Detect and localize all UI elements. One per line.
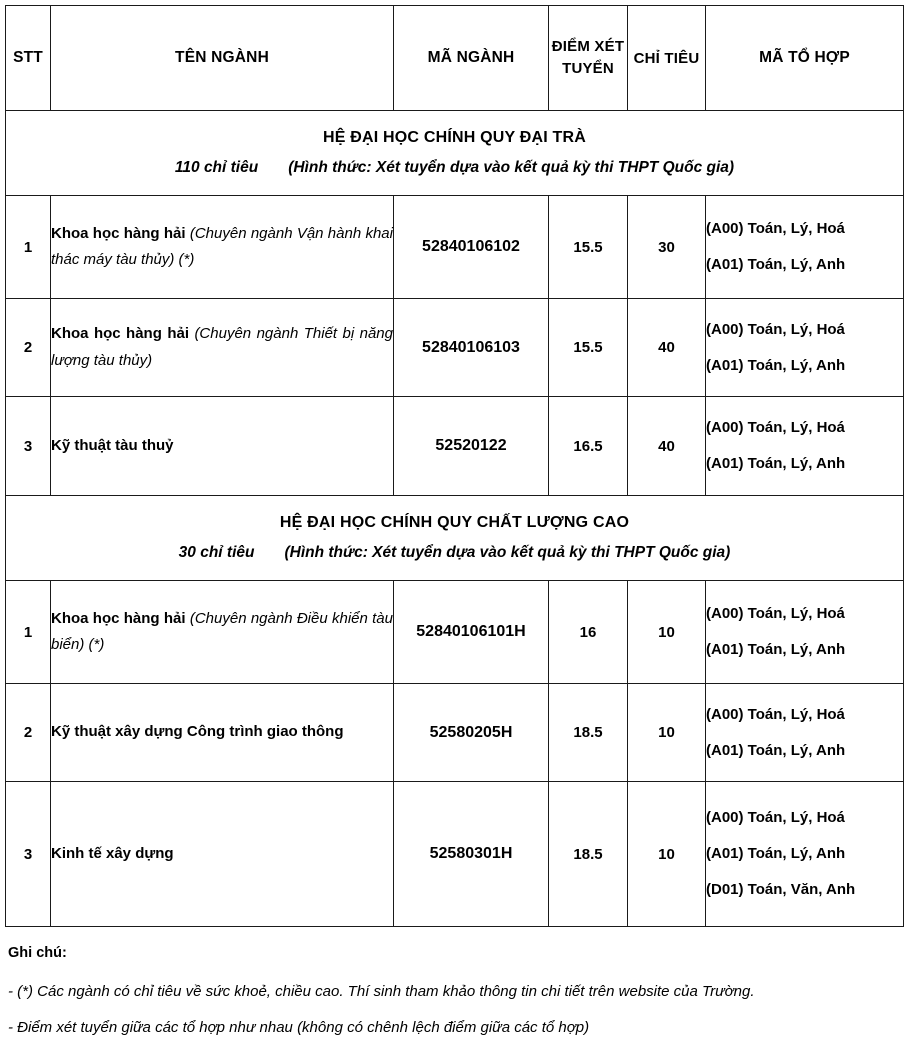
row-score: 16: [549, 581, 628, 684]
row-combinations: [706, 684, 904, 782]
column-header-major-code: MÃ NGÀNH: [394, 6, 549, 111]
combination-item: (A00) Toán, Lý, Hoá: [706, 419, 845, 436]
combination-item: (A00) Toán, Lý, Hoá: [706, 809, 845, 826]
column-header-stt: STT: [6, 6, 51, 111]
section-banner-chat-luong-cao: [6, 496, 904, 581]
column-header-major-name: TÊN NGÀNH: [51, 6, 394, 111]
combination-item: (A01) Toán, Lý, Anh: [706, 845, 846, 862]
row-quota: 10: [628, 581, 706, 684]
notes-title: Ghi chú:: [8, 945, 67, 961]
section-method: (Hình thức: Xét tuyển dựa vào kết quả kỳ thi THPT Quốc gia): [288, 159, 735, 176]
combination-item: (D01) Toán, Văn, Anh: [706, 881, 856, 898]
admissions-table: [5, 5, 904, 927]
column-header-score: ĐIỂM XÉT TUYỂN: [549, 6, 628, 111]
row-quota: 10: [628, 684, 706, 782]
row-major-name: [51, 299, 394, 397]
table-row: [6, 581, 904, 684]
section-banner-dai-tra: [6, 111, 904, 196]
column-header-quota: CHỈ TIÊU: [628, 6, 706, 111]
row-major-code: 52520122: [394, 397, 549, 496]
major-specialization: (Chuyên ngành Thiết bị năng lượng tàu thủy): [51, 325, 393, 369]
combination-item: (A01) Toán, Lý, Anh: [706, 256, 846, 273]
row-quota: 40: [628, 397, 706, 496]
major-title: Kỹ thuật tàu thuỷ: [51, 436, 174, 454]
note-item: - (*) Các ngành có chỉ tiêu về sức khoẻ, chiều cao. Thí sinh tham khảo thông tin chi tiết trên website của Trường.: [8, 983, 755, 1000]
combination-item: (A00) Toán, Lý, Hoá: [706, 605, 845, 622]
combination-item: (A01) Toán, Lý, Anh: [706, 455, 846, 472]
row-stt: 2: [6, 299, 51, 397]
row-major-name: [51, 196, 394, 299]
row-major-name: [51, 581, 394, 684]
row-stt: 3: [6, 782, 51, 927]
table-body: [6, 111, 904, 927]
header-row: [6, 6, 904, 111]
major-title: Kinh tế xây dựng: [51, 844, 174, 862]
table-row: [6, 299, 904, 397]
combination-item: (A01) Toán, Lý, Anh: [706, 741, 846, 759]
row-quota: 10: [628, 782, 706, 927]
section-banner-row: [6, 111, 904, 196]
row-stt: 3: [6, 397, 51, 496]
row-stt: 2: [6, 684, 51, 782]
row-combinations: [706, 397, 904, 496]
row-major-code: 52840106102: [394, 196, 549, 299]
row-combinations: [706, 196, 904, 299]
section-method: (Hình thức: Xét tuyển dựa vào kết quả kỳ thi THPT Quốc gia): [284, 544, 731, 561]
table-row: [6, 196, 904, 299]
row-combinations: [706, 782, 904, 927]
section-banner-row: [6, 496, 904, 581]
row-quota: 40: [628, 299, 706, 397]
row-major-code: 52580301H: [394, 782, 549, 927]
notes-section: [5, 945, 904, 1037]
row-major-code: 52840106101H: [394, 581, 549, 684]
combination-item: (A00) Toán, Lý, Hoá: [706, 220, 845, 237]
row-major-name: [51, 397, 394, 496]
row-major-name: [51, 782, 394, 927]
table-row: [6, 684, 904, 782]
column-header-combination: MÃ TỔ HỢP: [706, 6, 904, 111]
row-stt: 1: [6, 581, 51, 684]
section-subtitle: [6, 159, 903, 177]
note-item: - Điểm xét tuyển giữa các tổ hợp như nhau (không có chênh lệch điểm giữa các tổ hợp): [8, 1019, 590, 1036]
section-subtitle: [6, 544, 903, 562]
major-title: Khoa học hàng hải: [51, 609, 186, 627]
major-title: Khoa học hàng hải: [51, 325, 189, 343]
combination-item: (A00) Toán, Lý, Hoá: [706, 705, 845, 723]
row-score: 15.5: [549, 299, 628, 397]
table-row: [6, 782, 904, 927]
combination-item: (A01) Toán, Lý, Anh: [706, 641, 846, 658]
row-score: 18.5: [549, 684, 628, 782]
row-major-name: [51, 684, 394, 782]
row-major-code: 52580205H: [394, 684, 549, 782]
row-stt: 1: [6, 196, 51, 299]
row-combinations: [706, 581, 904, 684]
table-row: [6, 397, 904, 496]
section-title: HỆ ĐẠI HỌC CHÍNH QUY ĐẠI TRÀ: [322, 129, 587, 146]
row-score: 16.5: [549, 397, 628, 496]
major-title: Kỹ thuật xây dựng Công trình giao thông: [51, 723, 344, 741]
section-quota: 30 chỉ tiêu: [178, 544, 255, 561]
section-title: HỆ ĐẠI HỌC CHÍNH QUY CHẤT LƯỢNG CAO: [279, 514, 630, 531]
major-specialization: (Chuyên ngành Vận hành khai thác máy tàu thủy) (*): [51, 224, 393, 268]
major-specialization: (Chuyên ngành Điều khiển tàu biển) (*): [51, 609, 393, 653]
combination-item: (A01) Toán, Lý, Anh: [706, 356, 846, 374]
section-quota: 110 chỉ tiêu: [174, 159, 259, 176]
combination-item: (A00) Toán, Lý, Hoá: [706, 320, 845, 338]
row-quota: 30: [628, 196, 706, 299]
row-score: 15.5: [549, 196, 628, 299]
table-header: [6, 6, 904, 111]
row-major-code: 52840106103: [394, 299, 549, 397]
row-combinations: [706, 299, 904, 397]
row-score: 18.5: [549, 782, 628, 927]
major-title: Khoa học hàng hải: [51, 224, 186, 242]
